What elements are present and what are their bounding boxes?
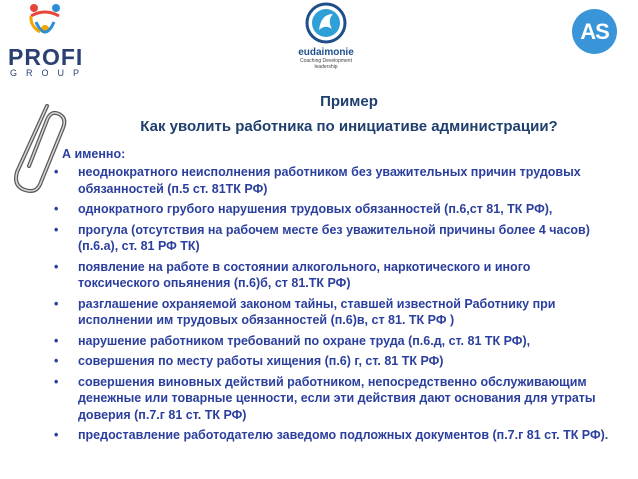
reasons-list (52, 164, 612, 448)
bullet-icon: • (54, 259, 59, 274)
list-item (52, 201, 612, 218)
bullet-icon: • (54, 222, 59, 237)
bullet-icon: • (54, 202, 59, 216)
as-logo: AS (572, 9, 617, 54)
bullet-icon: • (54, 354, 59, 368)
eudaimonie-name: eudaimonie (298, 47, 354, 58)
list-item (52, 333, 612, 350)
bullet-icon: • (54, 296, 59, 311)
bullet-icon: • (54, 165, 59, 179)
people-logo-icon (28, 2, 62, 42)
list-item-text: предоставление работодателю заведомо подложных документов (п.7.г 81 ст. ТК РФ). (78, 428, 609, 442)
list-item (52, 296, 612, 329)
list-item-text: нарушение работником требований по охране труда (п.6.д, ст. 81 ТК РФ), (78, 333, 531, 348)
intro-text: А именно: (62, 147, 126, 161)
eudaimonie-tagline-2: leadership (314, 64, 338, 70)
logo-text-group: GROUP (10, 68, 89, 78)
list-item-text: совершения по месту работы хищения (п.6) г, ст. 81 ТК РФ) (78, 354, 444, 368)
list-item (52, 374, 612, 424)
list-item (52, 164, 612, 197)
list-item-text: появление на работе в состоянии алкогольного, наркотического и иного токсического опьянения (п.6)б, ст 81.ТК РФ) (78, 259, 531, 290)
slide-title: Как уволить работника по инициативе администрации? (140, 118, 558, 135)
list-item-text: неоднократного неисполнения работником без уважительных причин трудовых обязанностей (п.5 ст. 81ТК РФ) (78, 165, 581, 196)
bullet-icon: • (54, 428, 59, 442)
bullet-icon: • (54, 333, 59, 348)
list-item (52, 259, 612, 292)
list-item-text: прогула (отсутствия на рабочем месте без уважительной причины более 4 часов) (п.6.а), ст. 81 РФ ТК) (78, 222, 590, 253)
eudaimonie-tagline-1: Coaching Development (300, 58, 352, 64)
eudaimonie-logo (285, 2, 367, 70)
list-item (52, 353, 612, 370)
list-item-text: разглашение охраняемой законом тайны, ставшей известной Работнику при исполнении им трудовых обязанностей (п.6)в, ст 81. ТК РФ ) (78, 296, 556, 327)
slide-title-label: Пример (320, 93, 378, 110)
bullet-icon: • (54, 374, 59, 389)
list-item-text: однократного грубого нарушения трудовых обязанностей (п.6,ст 81, ТК РФ), (78, 202, 553, 216)
profi-group-logo (4, 2, 89, 82)
logo-text-profi: PROFI (8, 44, 84, 70)
eudaimonie-emblem-icon (305, 2, 347, 44)
list-item-text: совершения виновных действий работником, непосредственно обслуживающим денежные или товарные ценности, если эти действия дают основания для утраты доверия (п.7.г 81 ст. ТК РФ) (78, 374, 596, 422)
list-item (52, 427, 612, 444)
list-item (52, 222, 612, 255)
